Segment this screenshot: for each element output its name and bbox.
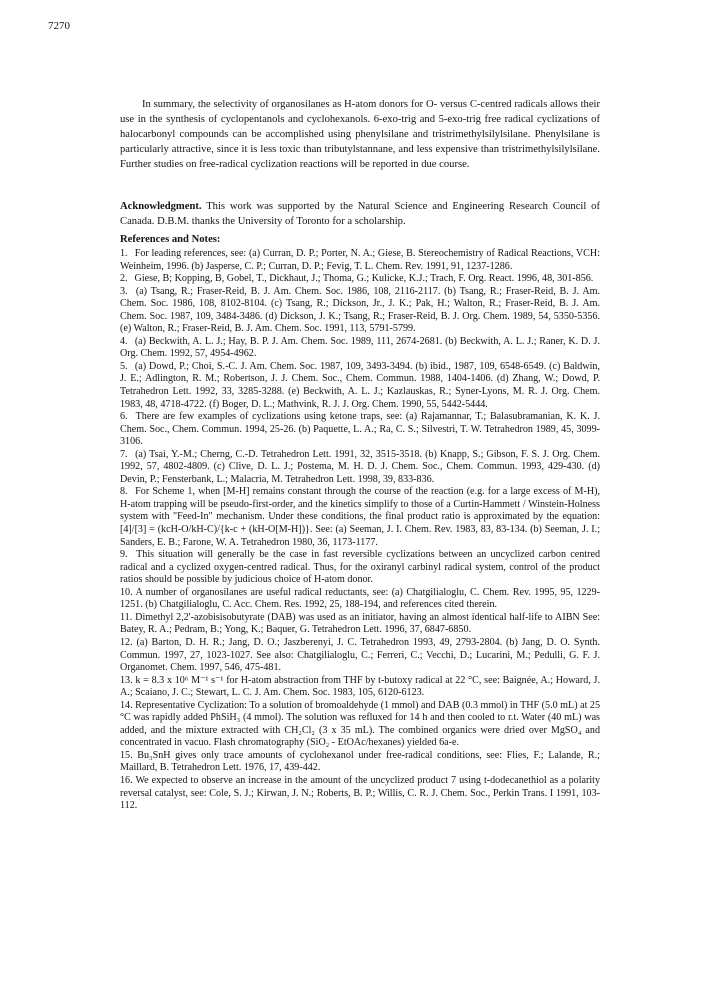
- acknowledgment-text: This work was supported by the Natural Science and Engineering Research Council of Canada. D.B.M. thanks the University of Toronto for a scholarship.: [120, 201, 600, 227]
- reference-number: 15.: [120, 749, 133, 761]
- reference-item: [120, 273, 600, 286]
- reference-item: [120, 361, 600, 411]
- reference-item: [120, 248, 600, 273]
- reference-item: [120, 411, 600, 449]
- reference-item: [120, 449, 600, 487]
- reference-item: [120, 775, 600, 813]
- acknowledgment-heading: Acknowledgment.: [120, 201, 202, 212]
- summary-paragraph: In summary, the selectivity of organosilanes as H-atom donors for O- versus C-centred radicals allows their use in the synthesis of cyclopentanols and cyclohexanols. 6-exo-trig and 5-exo-trig free radical cyclizations of halocarbonyl compounds can be accomplished using phenylsilane and tristrimethylsilylsilane. Phenylsilane is particularly attractive, since it is less toxic than tributylstannane, and less expensive than tristrimethylsilylsilane. Further studies on free-radical cyclization reactions will be reported in due course.: [120, 99, 600, 170]
- reference-text: For leading references, see: (a) Curran, D. P.; Porter, N. A.; Giese, B. Stereochemistry of Radical Reactions, VCH: Weinheim, 1996. (b) Jasperse, C. P.; Curran, D. P.; Fevig, T. L. Chem. Rev. 1991, 91, 1237-1286.: [120, 248, 601, 272]
- reference-text: Bu₃SnH gives only trace amounts of cyclohexanol under free-radical conditions, see: Flies, F.; Lalande, R.; Maillard, B. Tetrahedron Lett. 1976, 17, 439-442.: [120, 749, 600, 774]
- reference-item: [120, 750, 600, 775]
- reference-number: 3.: [120, 285, 128, 297]
- reference-number: 1.: [120, 248, 128, 259]
- reference-text: For Scheme 1, when [M-H] remains constant through the course of the reaction (e.g. for a large excess of M-H), H-atom trapping will be pseudo-first-order, and the kinetics simplify to those of a Curtin-Hammett / Winstein-Holness system with "Feed-In" mechanism. Under these conditions, the final product ratio is approximated by the equation: [4]/[3] = (kcH-O/kH-C)/{k-c + (kH-O[M-H])}. See: (a) Seeman, J. I. Chem. Rev. 1983, 83, 83-134. (b) Seeman, J. I.; Sanders, E. B.; Farone, W. A. Tetrahedron 1980, 36, 1173-1177.: [120, 486, 601, 548]
- reference-number: 13.: [120, 674, 133, 686]
- acknowledgment: [120, 200, 600, 229]
- reference-item: [120, 675, 600, 700]
- reference-text: (a) Tsang, R.; Fraser-Reid, B. J. Am. Chem. Soc. 1986, 108, 2116-2117. (b) Tsang, R.; Fraser-Reid, B. J. Am. Chem. Soc. 1986, 108, 8102-8104. (c) Tsang, R.; Dickson, Jr., J. K.; Pak, H.; Walton, R.; Fraser-Reid, B. J. Am. Chem. Soc. 1987, 109, 3484-3486. (d) Dickson, J. K.; Tsang, R.; Fraser-Reid, B. J. Org. Chem. 1989, 54, 5350-5356. (e) Walton, R.; Fraser-Reid, B. J. Am. Chem. Soc. 1991, 113, 5791-5799.: [120, 285, 601, 335]
- references-list: [120, 248, 600, 813]
- reference-text: Giese, B; Kopping, B, Gobel, T., Dickhaut, J.; Thoma, G.; Kulicke, K.J.; Trach, F. Org. React. 1996, 48, 301-856.: [134, 273, 594, 285]
- reference-item: [120, 637, 600, 675]
- reference-item: [120, 612, 600, 637]
- reference-number: 16.: [120, 774, 133, 786]
- reference-number: 7.: [120, 448, 128, 460]
- reference-item: [120, 486, 600, 549]
- reference-text: (a) Tsai, Y.-M.; Cherng, C.-D. Tetrahedron Lett. 1991, 32, 3515-3518. (b) Knapp, S.; Gibson, F. S. J. Org. Chem. 1992, 57, 4802-4809. (c) Clive, D. L. J.; Postema, M. H. D. J. Chem. Soc., Chem. Commun. 1993, 429-430. (d) Devin, P.; Fensterbank, L.; Malacria, M. Tetrahedron Lett. 1998, 39, 833-836.: [120, 448, 600, 485]
- reference-text: (a) Barton, D. H. R.; Jang, D. O.; Jaszberenyi, J. C. Tetrahedron 1993, 49, 2793-2804. (b) Jang, D. O. Synth. Commun. 1997, 27, 1023-1027. See also: Chatgilialoglu, C.; Ferreri, C.; Vecchi, D.; Lucarini, M.; Pedulli, G. F. J. Organomet. Chem. 1997, 546, 475-481.: [120, 636, 600, 674]
- reference-text: Representative Cyclization: To a solution of bromoaldehyde (1 mmol) and DAB (0.3 mmol) in THF (5.0 mL) at 25 °C was rapidly added PhSiH₃ (4 mmol). The solution was refluxed for 14 h and then cooled to r.t. Water (40 mL) was added, and the mixture extracted with CH₂Cl₂ (3 x 35 mL). The combined organics were dried over MgSO₄ and concentrated in vacuo. Flash chromatography (SiO₂ - EtOAc/hexanes) yielded 6a-e.: [120, 699, 600, 749]
- reference-number: 6.: [120, 411, 128, 423]
- reference-number: 9.: [120, 549, 128, 561]
- reference-number: 5.: [120, 360, 128, 372]
- reference-text: k = 8.3 x 10⁶ M⁻¹ s⁻¹ for H-atom abstraction from THF by t-butoxy radical at 22 °C, see: Baignée, A.; Howard, J. A.; Scaiano, J. C.; Stewart, L. C. J. Am. Chem. Soc. 1983, 105, 6120-6123.: [120, 674, 600, 699]
- reference-text: (a) Beckwith, A. L. J.; Hay, B. P. J. Am. Chem. Soc. 1989, 111, 2674-2681. (b) Beckwith, A. L. J.; Raner, K. D. J. Org. Chem. 1992, 57, 4954-4962.: [120, 335, 601, 360]
- reference-number: 12.: [120, 636, 133, 648]
- reference-item: [120, 336, 600, 361]
- reference-number: 8.: [120, 486, 128, 498]
- reference-number: 11.: [120, 611, 133, 623]
- reference-number: 14.: [120, 699, 133, 711]
- page-number: 7270: [48, 20, 70, 32]
- reference-item: [120, 286, 600, 336]
- reference-text: A number of organosilanes are useful radical reductants, see: (a) Chatgilialoglu, C. Chem. Rev. 1995, 95, 1229-1251. (b) Chatgilialoglu, C. Acc. Chem. Res. 1992, 25, 188-194, and references cited therein.: [120, 586, 601, 611]
- references-heading: References and Notes:: [120, 234, 221, 245]
- reference-number: 10.: [120, 586, 133, 598]
- reference-text: Dimethyl 2,2'-azobisisobutyrate (DAB) was used as an initiator, having an almost identical half-life to AIBN See: Batey, R. A.; Pedram, B.; Yong, K.; Baquer, G. Tetrahedron Lett. 1996, 37, 6847-6850.: [120, 611, 600, 636]
- reference-text: There are few examples of cyclizations using ketone traps, see: (a) Rajamannar, T.; Balasubramanian, K. K. J. Chem. Soc., Chem. Commun. 1994, 25-26. (b) Paquette, L. A.; Ra, C. S.; Silvestri, T. W. Tetrahedron 1989, 45, 3099-3106.: [120, 411, 601, 448]
- reference-item: [120, 587, 600, 612]
- reference-number: 4.: [120, 335, 128, 347]
- reference-text: (a) Dowd, P.; Choi, S.-C. J. Am. Chem. Soc. 1987, 109, 3493-3494. (b) ibid., 1987, 109, 6548-6549. (c) Baldwin, J. E.; Adlington, R. M.; Robertson, J. J. Chem. Soc., Chem. Commun. 1988, 1404-1406. (d) Zhang, W.; Dowd, P. Tetrahedron Lett. 1992, 33, 3285-3288. (e) Beckwith, A. L. J.; Kazlauskas, R.; Syner-Lyons, M. R. J. Org. Chem. 1983, 48, 4718-4722. (f) Boger, D. L.; Mathvink, R. J. J. Org. Chem. 1990, 55, 5442-5444.: [120, 360, 600, 410]
- reference-text: We expected to observe an increase in the amount of the uncyclized product 7 using t-dodecanethiol as a polarity reversal catalyst, see: Cole, S. J.; Kirwan, J. N.; Roberts, B. P.; Willis, C. R. J. Chem. Soc., Perkin Trans. I 1991, 103-112.: [120, 774, 601, 812]
- reference-text: This situation will generally be the case in fast reversible cyclizations between an uncyclized carbon centred radical and a cyclized oxygen-centred radical. Thus, for the oxiranyl carbinyl radical system, control of the product ratios should be possible by judicious choice of H-atom donor.: [120, 549, 600, 586]
- reference-item: [120, 700, 600, 750]
- reference-number: 2.: [120, 273, 128, 285]
- reference-item: [120, 549, 600, 587]
